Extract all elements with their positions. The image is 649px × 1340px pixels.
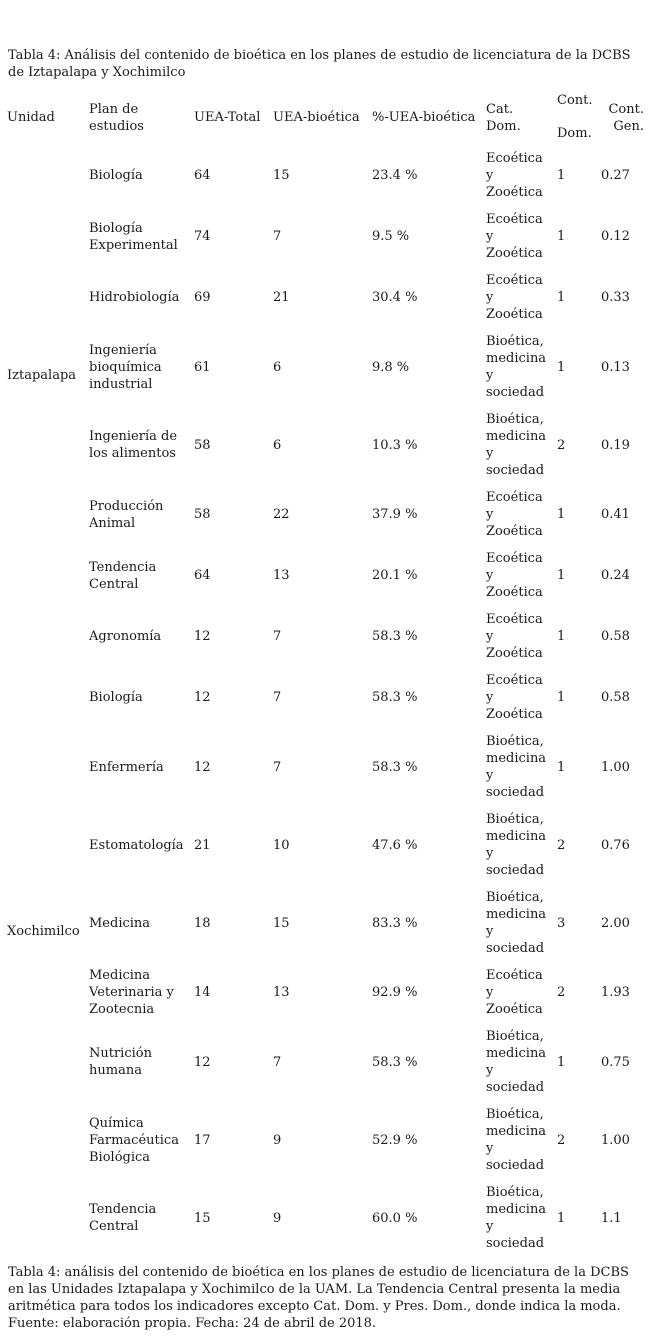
header-unidad: Unidad	[7, 110, 55, 125]
table-row	[4, 806, 647, 884]
table-row	[4, 667, 647, 728]
cat-dom-cell: Bioética, medicina y sociedad	[486, 734, 547, 800]
plan-cell: Estomatología	[89, 837, 184, 853]
cat-dom-cell: Bioética, medicina y sociedad	[486, 1107, 547, 1173]
cont-gen-cell: 0.58	[601, 629, 630, 644]
pct-cell: 30.4 %	[372, 290, 418, 305]
uea-bioetica-cell: 22	[273, 507, 290, 522]
plan-cell: Biología Experimental	[89, 220, 178, 253]
table-row	[4, 884, 647, 962]
cont-dom-cell: 1	[557, 1210, 566, 1226]
table-row	[4, 1101, 647, 1179]
plan-cell: Biología	[89, 168, 143, 183]
table-row	[4, 484, 647, 545]
uea-bioetica-cell: 7	[273, 1054, 282, 1070]
cont-dom-cell: 2	[557, 1132, 566, 1148]
cont-dom-cell: 1	[557, 568, 566, 583]
header-cont-dom	[554, 90, 598, 145]
pct-cell: 58.3 %	[372, 1054, 418, 1070]
cat-dom-cell: Ecoética y Zooética	[486, 490, 543, 539]
cat-dom-cell: Bioética, medicina y sociedad	[486, 890, 547, 956]
uea-bioetica-cell: 10	[273, 837, 290, 853]
cat-dom-cell: Ecoética y Zooética	[486, 151, 543, 200]
uea-bioetica-cell: 9	[273, 1210, 282, 1226]
uea-total-cell: 74	[194, 229, 211, 244]
uea-total-cell: 21	[194, 837, 211, 853]
uea-total-cell: 14	[194, 985, 211, 1000]
uea-total-cell: 58	[194, 507, 211, 522]
pct-cell: 83.3 %	[372, 915, 418, 931]
plan-cell: Nutrición humana	[89, 1046, 152, 1078]
pct-cell: 20.1 %	[372, 568, 418, 583]
cat-dom-cell: Ecoética y Zooética	[486, 612, 543, 661]
uea-bioetica-cell: 6	[273, 359, 282, 375]
uea-total-cell: 61	[194, 359, 211, 375]
pct-cell: 92.9 %	[372, 985, 418, 1000]
cont-gen-cell: 1.93	[601, 985, 630, 1000]
pct-cell: 9.8 %	[372, 359, 410, 375]
header-uea-total: UEA-Total	[194, 110, 261, 125]
plan-cell: Producción Animal	[89, 498, 164, 531]
cat-dom-cell: Ecoética y Zooética	[486, 212, 543, 261]
header-cont-dom-line2: Dom.	[557, 126, 592, 141]
uea-bioetica-cell: 15	[273, 168, 290, 183]
cont-gen-cell: 1.00	[601, 1132, 630, 1148]
cat-dom-cell: Bioética, medicina y sociedad	[486, 412, 547, 478]
cont-dom-cell: 1	[557, 759, 566, 775]
cat-dom-cell: Bioética, medicina y sociedad	[486, 1185, 547, 1251]
plan-cell: Química Farmacéutica Biológica	[89, 1115, 179, 1165]
uea-total-cell: 69	[194, 290, 211, 305]
pct-cell: 60.0 %	[372, 1210, 418, 1226]
unit-cell-xochimilco: Xochimilco	[7, 924, 80, 939]
table-row	[4, 545, 647, 606]
pct-cell: 58.3 %	[372, 759, 418, 775]
pct-cell: 52.9 %	[372, 1132, 418, 1148]
table-row	[4, 406, 647, 484]
cont-gen-cell: 0.58	[601, 690, 630, 705]
cont-dom-cell: 1	[557, 629, 566, 644]
cat-dom-cell: Bioética, medicina y sociedad	[486, 1029, 547, 1095]
bioethics-table	[4, 90, 647, 1257]
uea-total-cell: 17	[194, 1132, 211, 1148]
plan-cell: Enfermería	[89, 759, 164, 775]
cont-gen-cell: 0.33	[601, 290, 630, 305]
table-row	[4, 962, 647, 1023]
uea-total-cell: 12	[194, 690, 211, 705]
pct-cell: 9.5 %	[372, 229, 410, 244]
plan-cell: Medicina Veterinaria y Zootecnia	[89, 968, 174, 1017]
uea-bioetica-cell: 7	[273, 690, 282, 705]
cont-gen-cell: 0.13	[601, 359, 630, 375]
cont-gen-cell: 0.75	[601, 1054, 630, 1070]
pct-cell: 58.3 %	[372, 629, 418, 644]
uea-total-cell: 12	[194, 1054, 211, 1070]
cont-dom-cell: 1	[557, 690, 566, 705]
plan-cell: Tendencia Central	[89, 1202, 157, 1234]
cont-gen-cell: 1.1	[601, 1210, 622, 1226]
pct-cell: 58.3 %	[372, 690, 418, 705]
table-row	[4, 145, 647, 206]
cont-dom-cell: 1	[557, 229, 566, 244]
cont-dom-cell: 1	[557, 1054, 566, 1070]
plan-cell: Ingeniería de los alimentos	[89, 429, 178, 461]
uea-bioetica-cell: 15	[273, 915, 290, 931]
cont-dom-cell: 2	[557, 985, 566, 1000]
uea-total-cell: 58	[194, 437, 211, 453]
cont-dom-cell: 1	[557, 507, 566, 522]
cont-dom-cell: 2	[557, 837, 566, 853]
table-row	[4, 267, 647, 328]
uea-bioetica-cell: 13	[273, 985, 290, 1000]
header-uea-bioetica: UEA-bioética	[273, 110, 360, 125]
uea-bioetica-cell: 7	[273, 229, 282, 244]
cont-gen-cell: 0.41	[601, 507, 630, 522]
pct-cell: 47.6 %	[372, 837, 418, 853]
cont-gen-cell: 0.27	[601, 168, 630, 183]
uea-total-cell: 15	[194, 1210, 211, 1226]
uea-bioetica-cell: 9	[273, 1132, 282, 1148]
plan-cell: Biología	[89, 690, 143, 705]
cont-gen-cell: 0.24	[601, 568, 630, 583]
plan-cell: Tendencia Central	[89, 559, 157, 592]
uea-total-cell: 12	[194, 629, 211, 644]
header-pct-uea-bioetica: %-UEA-bioética	[372, 110, 476, 125]
plan-cell: Ingeniería bioquímica industrial	[89, 342, 162, 392]
cont-gen-cell: 0.12	[601, 229, 630, 244]
uea-total-cell: 18	[194, 915, 211, 931]
uea-bioetica-cell: 7	[273, 759, 282, 775]
cont-dom-cell: 1	[557, 168, 566, 183]
table-row	[4, 328, 647, 406]
cat-dom-cell: Ecoética y Zooética	[486, 968, 543, 1017]
uea-total-cell: 12	[194, 759, 211, 775]
unit-cell-iztapalapa: Iztapalapa	[7, 368, 77, 383]
cont-gen-cell: 0.19	[601, 437, 630, 453]
plan-cell: Hidrobiología	[89, 290, 180, 305]
cont-dom-cell: 2	[557, 437, 566, 453]
header-plan: Plan de estudios	[89, 101, 144, 134]
table-caption-top: Tabla 4: Análisis del contenido de bioética en los planes de estudio de licenciatura de la DCBS de Iztapalapa y Xochimilco	[8, 48, 631, 80]
cat-dom-cell: Ecoética y Zooética	[486, 673, 543, 722]
pct-cell: 10.3 %	[372, 437, 418, 453]
uea-total-cell: 64	[194, 568, 211, 583]
cont-dom-cell: 1	[557, 290, 566, 305]
plan-cell: Medicina	[89, 915, 151, 931]
plan-cell: Agronomía	[89, 629, 162, 644]
table-row	[4, 728, 647, 806]
table-row	[4, 1179, 647, 1257]
table-caption-bottom: Tabla 4: análisis del contenido de bioética en los planes de estudio de licenciatura de la DCBS en las Unidades Iztapalapa y Xochimilco de la UAM. La Tendencia Central presenta la media aritmética para todos los indicadores excepto Cat. Dom. y Pres. Dom., donde indica la moda. Fuente: elaboración propia. Fecha: 24 de abril de 2018.	[8, 1265, 629, 1331]
uea-bioetica-cell: 21	[273, 290, 290, 305]
header-cont-gen: Cont. Gen.	[608, 101, 644, 134]
cont-gen-cell: 1.00	[601, 759, 630, 775]
table-row	[4, 606, 647, 667]
uea-bioetica-cell: 6	[273, 437, 282, 453]
pct-cell: 37.9 %	[372, 507, 418, 522]
table-row	[4, 1023, 647, 1101]
header-cat-dom: Cat. Dom.	[486, 101, 521, 134]
cont-dom-cell: 3	[557, 915, 566, 931]
cat-dom-cell: Ecoética y Zooética	[486, 273, 543, 322]
cont-gen-cell: 2.00	[601, 915, 630, 931]
cat-dom-cell: Bioética, medicina y sociedad	[486, 812, 547, 878]
uea-bioetica-cell: 13	[273, 568, 290, 583]
table-header-row	[4, 90, 647, 145]
uea-bioetica-cell: 7	[273, 629, 282, 644]
cont-gen-cell: 0.76	[601, 837, 630, 853]
cont-dom-cell: 1	[557, 359, 566, 375]
header-cont-dom-line1: Cont.	[557, 93, 593, 108]
cat-dom-cell: Ecoética y Zooética	[486, 551, 543, 600]
table-row	[4, 206, 647, 267]
pct-cell: 23.4 %	[372, 168, 418, 183]
uea-total-cell: 64	[194, 168, 211, 183]
cat-dom-cell: Bioética, medicina y sociedad	[486, 334, 547, 400]
